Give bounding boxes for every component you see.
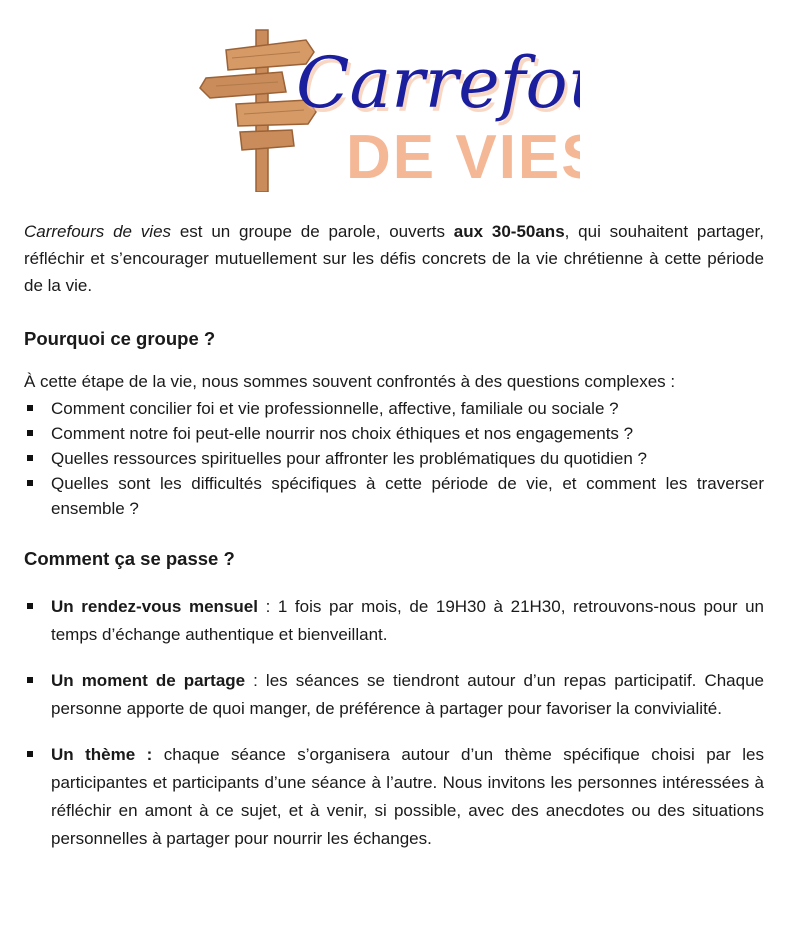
list-item <box>24 471 764 521</box>
bullet-icon <box>27 455 33 461</box>
list-item-text: : les séances se tiendront autour d’un repas participatif. Chaque personne apporte de quoi manger, de préférence à partager pour favoriser la convivialité. <box>51 671 764 718</box>
document-body <box>24 218 764 871</box>
bullet-icon <box>27 430 33 436</box>
list-item-text: Comment concilier foi et vie professionnelle, affective, familiale ou sociale ? <box>51 399 619 418</box>
list-item-text: Quelles sont les difficultés spécifiques à cette période de vie, et comment les traverser ensemble ? <box>51 474 764 518</box>
why-intro: À cette étape de la vie, nous sommes souvent confrontés à des questions complexes : <box>24 372 676 391</box>
list-item-text: chaque séance s’organisera autour d’un thème spécifique choisi par les participantes et participants d’une séance à l’autre. Nous invitons les personnes intéressées à réfléchir en amont à ce sujet, et à venir, si possible, avec des anecdotes ou des situations personnelles à partager pour nourrir les échanges. <box>51 745 764 848</box>
how-list <box>24 593 764 853</box>
bullet-icon <box>27 751 33 757</box>
intro-italic: Carrefours de vies <box>24 222 172 241</box>
list-item-bold: Un rendez-vous mensuel <box>51 597 258 616</box>
list-item-text: : 1 fois par mois, de 19H30 à 21H30, retrouvons-nous pour un temps d’échange authentique et bienveillant. <box>51 597 764 644</box>
list-item <box>24 593 764 649</box>
list-item-text: Quelles ressources spirituelles pour affronter les problématiques du quotidien ? <box>51 449 647 468</box>
intro-bold: aux 30-50ans <box>453 222 565 241</box>
signpost-logo-image <box>196 12 580 192</box>
logo-script-shadow: Carrefo <box>299 46 571 128</box>
question-list <box>24 396 764 521</box>
logo-script-title: Carrefo <box>296 42 568 124</box>
logo <box>196 12 580 192</box>
bullet-icon <box>27 405 33 411</box>
list-item <box>24 421 764 446</box>
intro-text-2: , qui souhaitent partager, réfléchir et s’encourager mutuellement sur les défis concrets de la vie chrétienne à cette période de la vie. <box>24 222 765 295</box>
how-heading: Comment ça se passe ? <box>24 548 235 569</box>
why-heading: Pourquoi ce groupe ? <box>24 328 216 349</box>
intro-paragraph <box>24 218 764 299</box>
list-item <box>24 741 764 853</box>
bullet-icon <box>27 480 33 486</box>
logo-block-title: DE VIES <box>346 123 580 192</box>
list-item-text: Comment notre foi peut-elle nourrir nos choix éthiques et nos engagements ? <box>51 424 634 443</box>
list-item <box>24 446 764 471</box>
list-item-bold: Un moment de partage <box>51 671 246 690</box>
list-item <box>24 667 764 723</box>
list-item <box>24 396 764 421</box>
bullet-icon <box>27 677 33 683</box>
intro-text-1: est un groupe de parole, ouverts <box>171 222 454 241</box>
bullet-icon <box>27 603 33 609</box>
list-item-bold: Un thème : <box>51 745 153 764</box>
